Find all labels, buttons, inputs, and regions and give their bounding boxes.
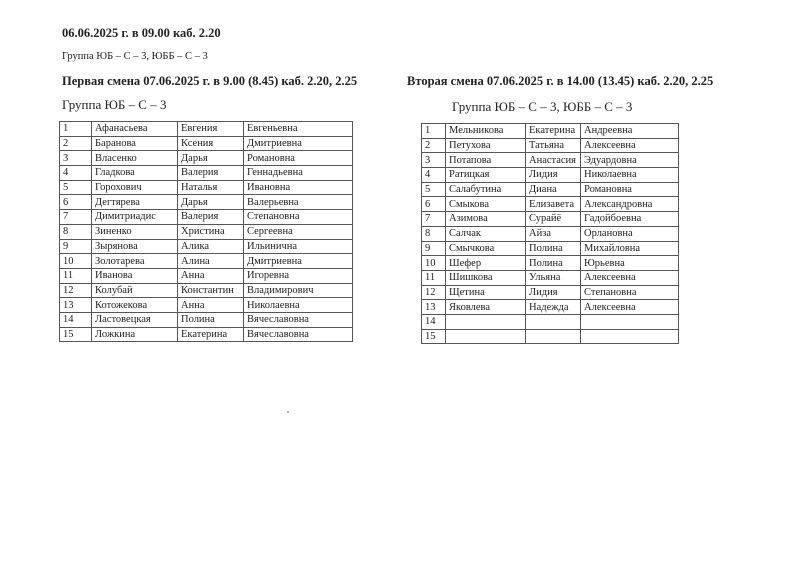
patronymic-cell: Вячеславовна xyxy=(244,312,353,327)
patronymic-cell: Дмитриевна xyxy=(244,136,353,151)
row-number-cell: 2 xyxy=(422,138,446,153)
row-number-cell: 3 xyxy=(422,153,446,168)
table-row xyxy=(60,283,353,298)
row-number-cell: 15 xyxy=(60,327,92,342)
row-number-cell: 5 xyxy=(422,182,446,197)
patronymic-cell: Владимирович xyxy=(244,283,353,298)
surname-cell: Смычкова xyxy=(446,241,526,256)
row-number-cell: 12 xyxy=(422,285,446,300)
row-number-cell: 15 xyxy=(422,329,446,344)
patronymic-cell: Дмитриевна xyxy=(244,254,353,269)
patronymic-cell: Евгеньевна xyxy=(244,122,353,137)
table-row xyxy=(422,168,679,183)
patronymic-cell: Вячеславовна xyxy=(244,327,353,342)
session-date-heading: 06.06.2025 г. в 09.00 каб. 2.20 xyxy=(62,26,221,40)
first-name-cell: Айза xyxy=(526,226,581,241)
table-row xyxy=(422,226,679,241)
table-row xyxy=(60,136,353,151)
first-name-cell: Евгения xyxy=(178,122,244,137)
surname-cell: Шишкова xyxy=(446,270,526,285)
row-number-cell: 12 xyxy=(60,283,92,298)
row-number-cell: 10 xyxy=(422,256,446,271)
table-row xyxy=(60,239,353,254)
row-number-cell: 1 xyxy=(60,122,92,137)
row-number-cell: 7 xyxy=(60,210,92,225)
table-row xyxy=(422,314,679,329)
patronymic-cell: Романовна xyxy=(244,151,353,166)
first-name-cell: Алина xyxy=(178,254,244,269)
surname-cell: Димитриадис xyxy=(92,210,178,225)
first-name-cell: Татьяна xyxy=(526,138,581,153)
patronymic-cell xyxy=(581,314,679,329)
surname-cell: Афанасьева xyxy=(92,122,178,137)
row-number-cell: 8 xyxy=(60,224,92,239)
surname-cell: Ластовецкая xyxy=(92,312,178,327)
row-number-cell: 6 xyxy=(422,197,446,212)
first-name-cell: Елизавета xyxy=(526,197,581,212)
table-row xyxy=(422,182,679,197)
first-name-cell: Анастасия xyxy=(526,153,581,168)
surname-cell: Салабутина xyxy=(446,182,526,197)
surname-cell: Петухова xyxy=(446,138,526,153)
row-number-cell: 9 xyxy=(422,241,446,256)
patronymic-cell: Игоревна xyxy=(244,268,353,283)
surname-cell: Баранова xyxy=(92,136,178,151)
patronymic-cell: Романовна xyxy=(581,182,679,197)
row-number-cell: 13 xyxy=(422,300,446,315)
surname-cell: Гладкова xyxy=(92,166,178,181)
surname-cell: Горохович xyxy=(92,180,178,195)
row-number-cell: 10 xyxy=(60,254,92,269)
row-number-cell: 11 xyxy=(60,268,92,283)
row-number-cell: 14 xyxy=(60,312,92,327)
patronymic-cell: Эдуардовна xyxy=(581,153,679,168)
patronymic-cell: Сергеевна xyxy=(244,224,353,239)
first-name-cell: Лидия xyxy=(526,168,581,183)
session-group-line: Группа ЮБ – С – 3, ЮББ – С – 3 xyxy=(62,51,208,62)
table-row xyxy=(60,122,353,137)
table-row xyxy=(422,300,679,315)
patronymic-cell: Степановна xyxy=(581,285,679,300)
row-number-cell: 13 xyxy=(60,298,92,313)
first-name-cell: Константин xyxy=(178,283,244,298)
patronymic-cell: Михайловна xyxy=(581,241,679,256)
table-row xyxy=(60,254,353,269)
first-shift-group: Группа ЮБ – С – 3 xyxy=(62,97,167,112)
patronymic-cell: Алексеевна xyxy=(581,300,679,315)
table-row xyxy=(422,270,679,285)
first-name-cell: Ксения xyxy=(178,136,244,151)
first-name-cell: Ульяна xyxy=(526,270,581,285)
first-name-cell: Дарья xyxy=(178,195,244,210)
first-name-cell: Екатерина xyxy=(178,327,244,342)
patronymic-cell: Орлановна xyxy=(581,226,679,241)
surname-cell: Щетина xyxy=(446,285,526,300)
surname-cell: Зырянова xyxy=(92,239,178,254)
patronymic-cell: Валерьевна xyxy=(244,195,353,210)
patronymic-cell: Степановна xyxy=(244,210,353,225)
table-row xyxy=(60,327,353,342)
first-name-cell: Сурайё xyxy=(526,212,581,227)
first-name-cell xyxy=(526,329,581,344)
table-row xyxy=(60,298,353,313)
row-number-cell: 9 xyxy=(60,239,92,254)
patronymic-cell: Александровна xyxy=(581,197,679,212)
first-name-cell: Анна xyxy=(178,268,244,283)
surname-cell: Иванова xyxy=(92,268,178,283)
scan-speck xyxy=(287,411,289,413)
patronymic-cell: Гадойбоевна xyxy=(581,212,679,227)
table-row xyxy=(60,312,353,327)
surname-cell: Дегтярева xyxy=(92,195,178,210)
surname-cell: Мельникова xyxy=(446,124,526,139)
table-row xyxy=(422,197,679,212)
first-name-cell: Валерия xyxy=(178,210,244,225)
table-row xyxy=(60,151,353,166)
first-name-cell xyxy=(526,314,581,329)
surname-cell: Яковлева xyxy=(446,300,526,315)
row-number-cell: 6 xyxy=(60,195,92,210)
row-number-cell: 14 xyxy=(422,314,446,329)
surname-cell: Шефер xyxy=(446,256,526,271)
row-number-cell: 5 xyxy=(60,180,92,195)
first-name-cell: Алика xyxy=(178,239,244,254)
first-shift-roster-table xyxy=(59,121,353,342)
table-row xyxy=(60,166,353,181)
first-name-cell: Наталья xyxy=(178,180,244,195)
row-number-cell: 11 xyxy=(422,270,446,285)
first-name-cell: Дарья xyxy=(178,151,244,166)
table-row xyxy=(422,329,679,344)
row-number-cell: 7 xyxy=(422,212,446,227)
patronymic-cell: Геннадьевна xyxy=(244,166,353,181)
row-number-cell: 3 xyxy=(60,151,92,166)
patronymic-cell: Алексеевна xyxy=(581,270,679,285)
patronymic-cell xyxy=(581,329,679,344)
table-row xyxy=(60,224,353,239)
first-name-cell: Анна xyxy=(178,298,244,313)
patronymic-cell: Николаевна xyxy=(244,298,353,313)
table-row xyxy=(60,210,353,225)
first-name-cell: Полина xyxy=(526,241,581,256)
first-name-cell: Валерия xyxy=(178,166,244,181)
row-number-cell: 1 xyxy=(422,124,446,139)
first-name-cell: Полина xyxy=(526,256,581,271)
table-row xyxy=(422,285,679,300)
surname-cell: Потапова xyxy=(446,153,526,168)
surname-cell: Золотарева xyxy=(92,254,178,269)
surname-cell: Власенко xyxy=(92,151,178,166)
table-row xyxy=(422,241,679,256)
second-shift-roster-table xyxy=(421,123,679,344)
second-shift-group: Группа ЮБ – С – 3, ЮББ – С – 3 xyxy=(452,99,633,114)
table-row xyxy=(422,256,679,271)
table-row xyxy=(60,180,353,195)
first-name-cell: Екатерина xyxy=(526,124,581,139)
surname-cell xyxy=(446,329,526,344)
table-row xyxy=(422,138,679,153)
surname-cell: Азимова xyxy=(446,212,526,227)
patronymic-cell: Ильинична xyxy=(244,239,353,254)
table-row xyxy=(60,268,353,283)
surname-cell: Смыкова xyxy=(446,197,526,212)
surname-cell xyxy=(446,314,526,329)
table-row xyxy=(422,212,679,227)
patronymic-cell: Ивановна xyxy=(244,180,353,195)
table-row xyxy=(422,153,679,168)
first-name-cell: Диана xyxy=(526,182,581,197)
row-number-cell: 4 xyxy=(60,166,92,181)
surname-cell: Котожекова xyxy=(92,298,178,313)
table-row xyxy=(422,124,679,139)
surname-cell: Колубай xyxy=(92,283,178,298)
patronymic-cell: Юрьевна xyxy=(581,256,679,271)
second-shift-title: Вторая смена 07.06.2025 г. в 14.00 (13.45) каб. 2.20, 2.25 xyxy=(407,74,714,88)
surname-cell: Зиненко xyxy=(92,224,178,239)
first-shift-title: Первая смена 07.06.2025 г. в 9.00 (8.45) каб. 2.20, 2.25 xyxy=(62,74,358,88)
first-name-cell: Христина xyxy=(178,224,244,239)
first-name-cell: Полина xyxy=(178,312,244,327)
patronymic-cell: Алексеевна xyxy=(581,138,679,153)
patronymic-cell: Андреевна xyxy=(581,124,679,139)
patronymic-cell: Николаевна xyxy=(581,168,679,183)
first-name-cell: Надежда xyxy=(526,300,581,315)
row-number-cell: 4 xyxy=(422,168,446,183)
table-row xyxy=(60,195,353,210)
surname-cell: Ратицкая xyxy=(446,168,526,183)
row-number-cell: 2 xyxy=(60,136,92,151)
surname-cell: Салчак xyxy=(446,226,526,241)
surname-cell: Ложкина xyxy=(92,327,178,342)
row-number-cell: 8 xyxy=(422,226,446,241)
first-name-cell: Лидия xyxy=(526,285,581,300)
